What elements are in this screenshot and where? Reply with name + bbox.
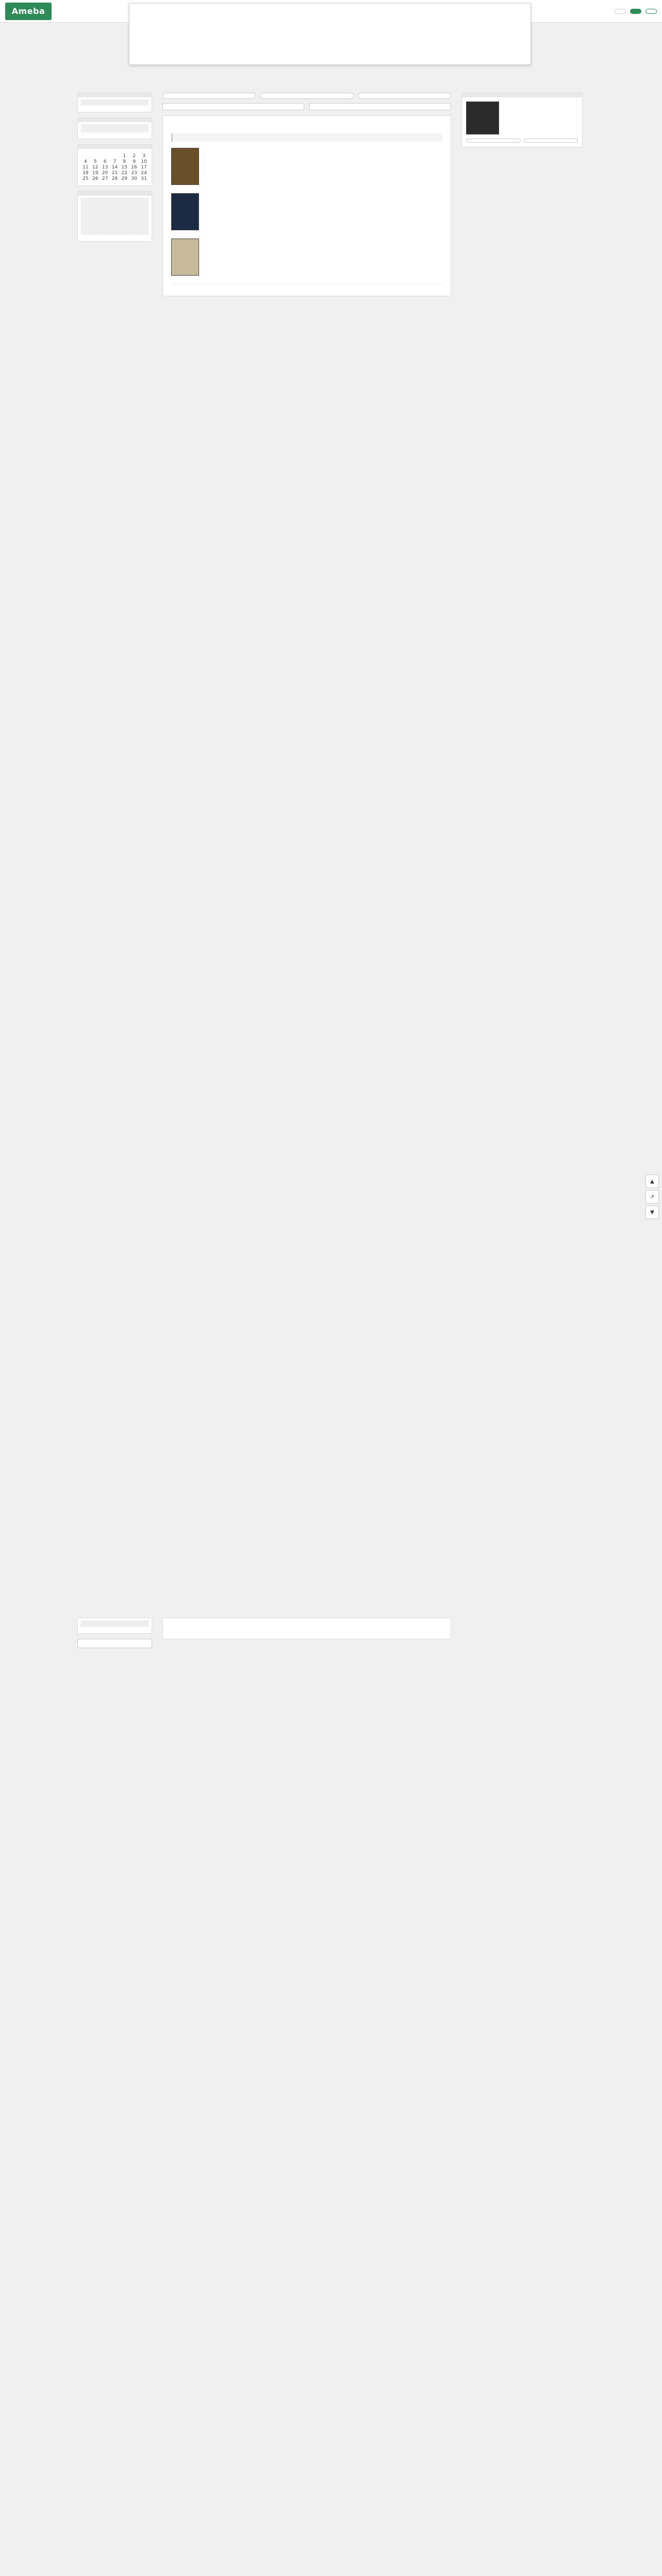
calendar-day[interactable]: 14 xyxy=(111,165,118,170)
calendar-day[interactable]: 15 xyxy=(121,165,128,170)
calendar-day[interactable]: 7 xyxy=(113,159,117,164)
calendar-day[interactable]: 26 xyxy=(92,176,98,181)
calendar xyxy=(78,149,152,185)
calendar-day[interactable]: 13 xyxy=(102,165,108,170)
recent-more-link[interactable] xyxy=(78,108,152,112)
calendar-day[interactable]: 28 xyxy=(111,176,118,181)
left-sidebar xyxy=(77,93,152,247)
calendar-day[interactable]: 3 xyxy=(142,154,145,159)
lower-left-sidebar xyxy=(77,1618,152,1648)
theme-heading xyxy=(78,118,152,122)
login-button[interactable] xyxy=(646,9,657,14)
calendar-day[interactable]: 29 xyxy=(121,176,128,181)
article xyxy=(162,115,451,296)
calendar-day xyxy=(81,154,90,159)
calendar-day xyxy=(110,154,120,159)
calendar-day[interactable]: 5 xyxy=(93,159,97,164)
calendar-day[interactable]: 1 xyxy=(123,154,126,159)
product-image-2[interactable] xyxy=(171,193,199,230)
follow-button[interactable] xyxy=(466,139,521,143)
lower-archive-box xyxy=(77,1618,152,1634)
calendar-day[interactable]: 4 xyxy=(84,159,87,164)
calendar-day[interactable]: 18 xyxy=(82,171,89,176)
calendar-day[interactable]: 22 xyxy=(121,171,128,176)
archive-link[interactable] xyxy=(81,234,148,235)
theme-box xyxy=(77,117,152,139)
calendar-day[interactable]: 9 xyxy=(133,159,136,164)
archive-heading xyxy=(78,192,152,196)
register-button[interactable] xyxy=(630,9,641,14)
next-entry-button[interactable] xyxy=(309,103,451,110)
profile-content xyxy=(462,97,582,147)
floating-buttons xyxy=(646,1175,659,1219)
share-icon[interactable]: ↗ xyxy=(646,1190,659,1204)
calendar-heading xyxy=(78,145,152,149)
calendar-day[interactable]: 24 xyxy=(141,171,147,176)
calendar-day[interactable]: 30 xyxy=(131,176,137,181)
calendar-grid xyxy=(81,153,148,181)
calendar-day[interactable]: 17 xyxy=(141,165,147,170)
calendar-day[interactable]: 21 xyxy=(111,171,118,176)
article-tools xyxy=(162,93,451,99)
article-footer xyxy=(171,284,442,289)
tool-button-3[interactable] xyxy=(358,93,451,99)
calendar-box xyxy=(77,144,152,186)
archive-more-link[interactable] xyxy=(78,237,152,241)
calendar-day[interactable]: 2 xyxy=(133,154,136,159)
lower-article xyxy=(162,1618,451,1639)
content-wrapper xyxy=(77,93,583,2576)
product-image-1[interactable] xyxy=(171,148,199,185)
tool-button-2[interactable] xyxy=(260,93,353,99)
article-quote xyxy=(171,133,442,142)
prev-entry-button[interactable] xyxy=(162,103,304,110)
calendar-day[interactable]: 23 xyxy=(131,171,137,176)
search-input[interactable] xyxy=(77,1639,152,1648)
product-card-3[interactable] xyxy=(171,239,442,276)
cookie-notice xyxy=(129,3,531,65)
calendar-day[interactable]: 12 xyxy=(92,165,98,170)
calendar-day[interactable]: 25 xyxy=(82,176,89,181)
calendar-day[interactable]: 27 xyxy=(102,176,108,181)
tool-button-1[interactable] xyxy=(162,93,256,99)
archive-link[interactable] xyxy=(81,1626,148,1627)
calendar-day[interactable]: 20 xyxy=(102,171,108,176)
recent-entries-box xyxy=(77,93,152,112)
theme-more-link[interactable] xyxy=(78,134,152,139)
product-card-1[interactable] xyxy=(171,148,442,185)
calendar-day[interactable]: 19 xyxy=(92,171,98,176)
calendar-day[interactable]: 8 xyxy=(123,159,126,164)
entry-navigation xyxy=(162,103,451,110)
main-content xyxy=(162,93,451,296)
recent-entries-heading xyxy=(78,93,152,97)
calendar-day[interactable]: 6 xyxy=(103,159,107,164)
product-image-3[interactable] xyxy=(171,239,199,276)
calendar-day[interactable]: 10 xyxy=(141,159,147,164)
product-card-2[interactable] xyxy=(171,193,442,230)
archive-list xyxy=(78,196,152,237)
theme-list xyxy=(78,122,152,134)
ameba-logo[interactable]: Ameba xyxy=(5,3,52,20)
top-actions xyxy=(615,9,657,14)
profile-box xyxy=(461,93,583,147)
scroll-top-icon[interactable]: ▲ xyxy=(646,1175,659,1188)
profile-link-2[interactable] xyxy=(461,155,583,157)
avatar[interactable] xyxy=(466,101,499,134)
lower-archive-list xyxy=(78,1618,152,1629)
profile-buttons xyxy=(466,139,578,143)
profile-heading xyxy=(462,93,582,97)
lower-more-link[interactable] xyxy=(78,1629,152,1633)
reader-button[interactable] xyxy=(524,139,578,143)
recent-entry-link[interactable] xyxy=(81,105,148,106)
right-sidebar xyxy=(461,93,583,157)
calendar-day xyxy=(101,154,110,159)
calendar-day xyxy=(91,154,100,159)
scroll-down-icon[interactable]: ▼ xyxy=(646,1206,659,1219)
calendar-day[interactable]: 16 xyxy=(131,165,137,170)
calendar-day[interactable]: 11 xyxy=(82,165,89,170)
calendar-day[interactable]: 31 xyxy=(141,176,147,181)
app-button[interactable] xyxy=(615,9,626,14)
recent-entries-list xyxy=(78,97,152,108)
archive-box xyxy=(77,191,152,242)
